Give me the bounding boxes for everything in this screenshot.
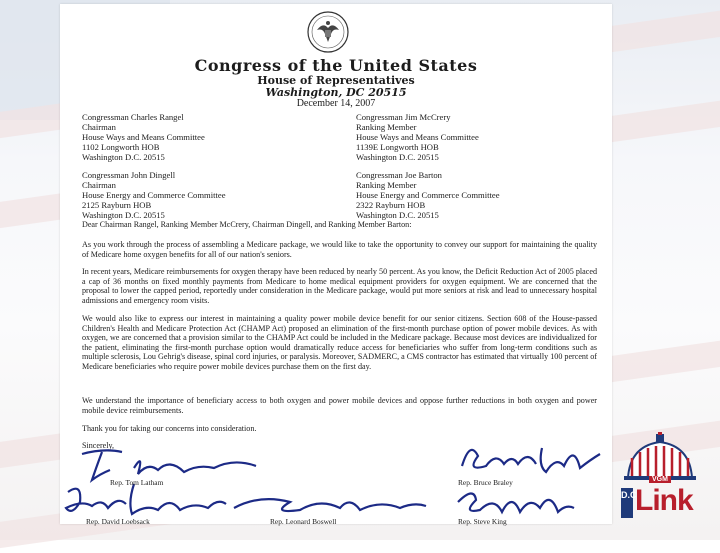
addressee-line: 2125 Rayburn HOB <box>82 200 152 211</box>
addressee-line: Washington D.C. 20515 <box>356 210 439 221</box>
addressee-line: Chairman <box>82 180 116 191</box>
letterhead-house: House of Representatives <box>257 74 415 87</box>
addressee-line: Ranking Member <box>356 122 417 133</box>
addressee-block <box>82 170 226 220</box>
addressee-line: House Ways and Means Committee <box>82 132 205 143</box>
closing: Sincerely, <box>82 441 115 450</box>
letterhead-title: Congress of the United States <box>194 56 478 75</box>
logo-dc: D.C. <box>621 488 633 518</box>
signer-name: Rep. Steve King <box>458 517 507 526</box>
addressee-line: Washington D.C. 20515 <box>82 210 165 221</box>
logo-badge: VGM <box>649 476 671 483</box>
signature-latham <box>74 444 264 484</box>
logo-wordmark: Link <box>635 484 693 517</box>
signer-name: Rep. Leonard Boswell <box>270 517 337 526</box>
addressee-line: House Energy and Commerce Committee <box>82 190 226 201</box>
signer-name: Rep. Bruce Braley <box>458 478 513 487</box>
addressee-block <box>356 112 479 162</box>
addressee-line: Washington D.C. 20515 <box>356 152 439 163</box>
signature-braley <box>456 436 606 482</box>
addressee-line: Chairman <box>82 122 116 133</box>
paragraph: In recent years, Medicare reimbursements for oxygen therapy have been reduced by nearly 50 percent. As you know, the Deficit Reduction Act of 2005 placed a cap of 36 months on fixed monthly payments from Medicare to home medical equipment providers for oxygen equipment. We are concerned that the proposal to lower the capped period, reportedly under consideration in the Medicare package, would put more seniors at risk and lead to unnecessary hospital admissions and emergency room visits. <box>82 267 597 305</box>
addressee-block <box>82 112 205 162</box>
addressee-line: House Energy and Commerce Committee <box>356 190 500 201</box>
letter-page <box>60 4 612 524</box>
letter-date: December 14, 2007 <box>296 98 376 109</box>
addressee-line: Congressman Charles Rangel <box>82 112 184 122</box>
salutation: Dear Chairman Rangel, Ranking Member McCrery, Chairman Dingell, and Ranking Member Barton: <box>82 220 412 229</box>
addressee-line: Congressman Joe Barton <box>356 170 442 180</box>
letterhead-city: Washington, DC 20515 <box>265 86 407 99</box>
addressee-block <box>356 170 500 220</box>
paragraph: We would also like to express our interest in maintaining a quality power mobile device benefit for our senior citizens. Section 608 of the House-passed Children's Health and Medicare Protection Act (CHAMP Act) proposed an elimination of the first-month purchase option of power mobile devices. As with oxygen, we are concerned that a provision similar to the CHAMP Act could be included in the Medicare package. Because most devices are individualized for the patient, eliminating the first-month purchase option would dramatically reduce access for beneficiaries who suffer from long-term conditions such as multiple sclerosis, Lou Gehrig's disease, spinal cord injuries, or paralysis. Moreover, SADMERC, a CMS contractor has estimated that virtually 100 percent of Medicare beneficiaries who require power mobile devices purchase them on the first day. <box>82 314 597 371</box>
paragraph: We understand the importance of beneficiary access to both oxygen and power mobile devices and oppose further reductions in both oxygen and power mobile device reimbursements. <box>82 396 597 415</box>
addressee-line: Washington D.C. 20515 <box>82 152 165 163</box>
addressee-line: Congressman Jim McCrery <box>356 112 451 122</box>
signer-name: Rep. Tom Latham <box>110 478 164 487</box>
addressee-line: Ranking Member <box>356 180 417 191</box>
congress-seal-icon <box>305 10 351 54</box>
addressee-line: 2322 Rayburn HOB <box>356 200 426 211</box>
addressee-line: 1102 Longworth HOB <box>82 142 160 153</box>
addressee-line: Congressman John Dingell <box>82 170 176 180</box>
addressee-line: House Ways and Means Committee <box>356 132 479 143</box>
addressee-line: 1139E Longworth HOB <box>356 142 439 153</box>
paragraph: As you work through the process of assembling a Medicare package, we would like to take the opportunity to convey our support for maintaining the quality of Medicare home oxygen benefits for all of our nation's seniors. <box>82 240 597 259</box>
signer-name: Rep. David Loebsack <box>86 517 150 526</box>
paragraph: Thank you for taking our concerns into consideration. <box>82 424 257 433</box>
vgm-dc-link-logo <box>612 432 708 522</box>
